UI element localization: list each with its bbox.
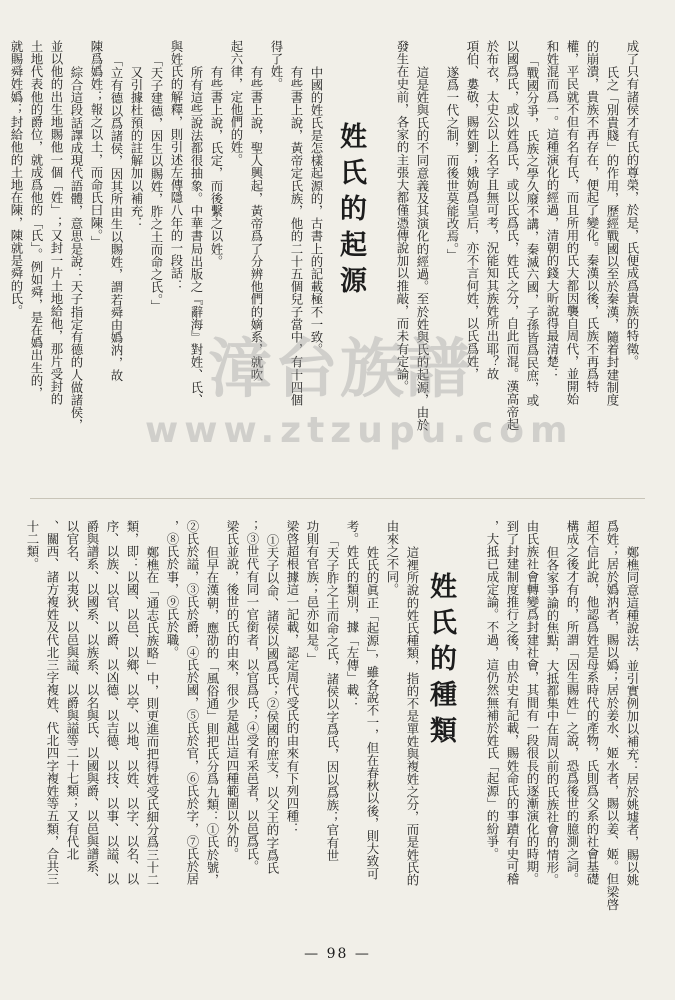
text-column: 中國的姓氏是怎樣起源的，古書上的記載極不一致。 xyxy=(309,66,324,356)
text-column: 「天子建德，因生以賜姓，胙之土而命之氏。」 xyxy=(149,54,164,313)
text-column: 「立有德以爲諸侯，因其所由生以賜姓，謂若舜由嬀汭，故 xyxy=(109,54,124,382)
text-column: 鄭樵在「通志氏族略」中，則更進而把得姓受氏細分爲三十二 xyxy=(145,546,160,887)
text-column: 得了姓。 xyxy=(269,40,284,91)
text-column: 以國爲氏，或以姓爲氏，或以氏爲氏，姓氏之分，自此而混。漢高帝起 xyxy=(505,40,520,431)
text-column: 功則有官族；邑亦如是。」 xyxy=(305,520,320,665)
text-column: 考。姓氏的類別，據「左傳」載： xyxy=(345,520,360,709)
text-column: 梁啓超根據這一記載，認定周代受氏的由來有下列四種： xyxy=(285,520,300,835)
text-column: 、關西、諸方複姓及代北三字複姓、代北四字複姓等五類，合共三 xyxy=(45,520,60,886)
text-column: 和姓混而爲一。這種演化的經過，清朝的錢大昕說得最清楚： xyxy=(545,40,560,381)
text-column: 權，平民就不但有名有氏，而且所用的氏大都因襲自周代，並開始 xyxy=(565,40,580,406)
watermark-url: www.ztzupu.com xyxy=(145,410,574,451)
text-column: 姓氏的眞正「起源」，雖各說不一，但在春秋以後，則大致可 xyxy=(365,546,380,880)
text-column: 十二類。 xyxy=(25,520,40,571)
page-number: — 98 — xyxy=(304,946,371,962)
text-column: 超不信此說，他認爲姓是母系時代的產物，氏則爲父系的社會基礎 xyxy=(585,520,600,886)
section-divider xyxy=(30,498,645,499)
text-column: 並以他的出生地賜他一個「姓」；又封一片土地給他，那片受封的 xyxy=(49,40,64,406)
text-column: 土地代表他的爵位，就成爲他的「氏」。例如舜，是在嬀出生的， xyxy=(29,40,44,400)
text-column: 起六律，定他們的姓。 xyxy=(229,40,244,166)
text-column: 到了封建制度推行之後，由於史有記載，賜姓命氏的事蹟有史可稽 xyxy=(505,520,520,886)
text-column: 就賜舜姓嬀；封給他的土地在陳，陳就是舜的氏。 xyxy=(9,40,24,318)
text-column: 又引據杜預的註解加以補充： xyxy=(129,66,144,230)
text-column: 鄭樵同意這種說法，並引實例加以補充：居於姚墟者，賜以姚 xyxy=(625,546,640,887)
text-column: 於布衣，太史公以上名字且無可考，況能知其族姓所出耶？故 xyxy=(485,40,500,381)
text-column: 爲姓；居於嬀汭者，賜以嬀；居於姜水、姬水者，賜以姜、姬。但梁啓 xyxy=(605,520,620,911)
section-heading: 姓氏的種類 xyxy=(425,572,456,752)
text-column: 但各家爭論的焦點，大抵都集中在周以前的氏族社會的情形。 xyxy=(545,546,560,887)
text-column: 發生在史前，各家的主張大都僅憑傳說加以推敲，而未有定論。 xyxy=(395,40,410,393)
text-column: 「戰國分爭，氏族之學久廢不講，秦滅六國，子孫皆爲民庶，或 xyxy=(525,54,540,407)
section-heading: 姓氏的起源 xyxy=(335,122,366,302)
text-column: 有些書上說，聖人興起，黃帝爲了分辨他們的嫡系，就吹 xyxy=(249,66,264,381)
text-column: 「天子胙之土而命之氏，諸侯以字爲氏，因以爲族；官有世 xyxy=(325,534,340,862)
text-column: 構成之後才有的，所謂「因生賜姓」之說，恐爲後世的臆測之詞。 xyxy=(565,520,580,886)
text-column: 陳爲嬀姓；報之以土，而命氏曰陳。」 xyxy=(89,40,104,248)
text-column: 由來之不同。 xyxy=(385,520,400,596)
text-column: 氏之「別貴賤」的作用，歷經戰國以至於秦漢，隨着封建制度 xyxy=(605,66,620,407)
watermark-title: 漳台族譜 xyxy=(208,333,472,407)
text-column: 序、以族、以官、以爵、以凶德、以吉德、以技、以事、以謚、以 xyxy=(105,520,120,886)
text-column: ，⑧氏於事，⑨氏於職。 xyxy=(165,520,180,659)
text-column: ；③世代有同一官銜者，以官爲氏；④受有采邑者，以邑爲氏。 xyxy=(245,520,260,873)
text-column: 遂爲一代之制，而後世莫能改焉。」 xyxy=(445,66,460,262)
text-column: ②氏於謚，③氏於爵，④氏於國，⑤氏於官，⑥氏於字，⑦氏於居 xyxy=(185,520,200,886)
text-column: 成了只有諸侯才有氏的尊榮，於是，氏便成爲貴族的特徵。 xyxy=(625,40,640,368)
text-column: 有些書上說，氏定，而後繫之以姓。 xyxy=(209,66,224,268)
text-column: 由氏族社會轉變爲封建社會，其間有一段很長的逐漸演化的時期。 xyxy=(525,520,540,886)
text-column: 類，即：以國、以邑、以鄉、以亭、以地、以姓、以字、以名、以 xyxy=(125,520,140,886)
text-column: 有些書上說，黃帝定氏族，他的二十五個兒子當中，有十四個 xyxy=(289,66,304,407)
text-column: 的崩潰，貴族不再存在，便起了變化。秦漢以後，氏族不再爲特 xyxy=(585,40,600,393)
text-column: 所有這些說法都很抽象。中華書局出版之『辭海』對姓、氏、 xyxy=(189,66,204,407)
text-column: ①天子以命、諸侯以國爲氏；②侯國的庶支，以父王的字爲氏 xyxy=(265,534,280,875)
text-column: 與姓氏的解釋，則引述左傳隱八年的一段話： xyxy=(169,40,184,292)
text-column: 這是姓與氏的不同意義及其演化的經過。至於姓與氏的起源，由於 xyxy=(415,66,430,432)
text-column: 以官名、以夷狄、以邑與謚、以爵與謚等二十七類；又有代北 xyxy=(65,520,80,861)
text-column: 綜合這段話譯成現代語體，意思是說：天子指定有德的人做諸侯， xyxy=(69,66,84,432)
text-column: 這裡所說的姓氏種類，指的不是單姓與複姓之分，而是姓氏的 xyxy=(405,546,420,887)
text-column: 項伯、婁敬，賜姓劉；娥姁爲皇后，亦不言何姓，以氏爲姓， xyxy=(465,40,480,381)
text-column: 但早在漢朝，應劭的「風俗通」則把氏分爲九類：①氏於號， xyxy=(205,546,220,887)
text-column: ，大抵已成定論。不過，這仍然無補於姓氏「起源」的紛爭。 xyxy=(485,520,500,861)
text-column: 梁氏並說，後世的氏的由來，很少是越出這四種範圍以外的。 xyxy=(225,520,240,861)
text-column: 爵與譜系、以國系、以族系、以名與氏、以國與爵、以邑與譜系、 xyxy=(85,520,100,886)
